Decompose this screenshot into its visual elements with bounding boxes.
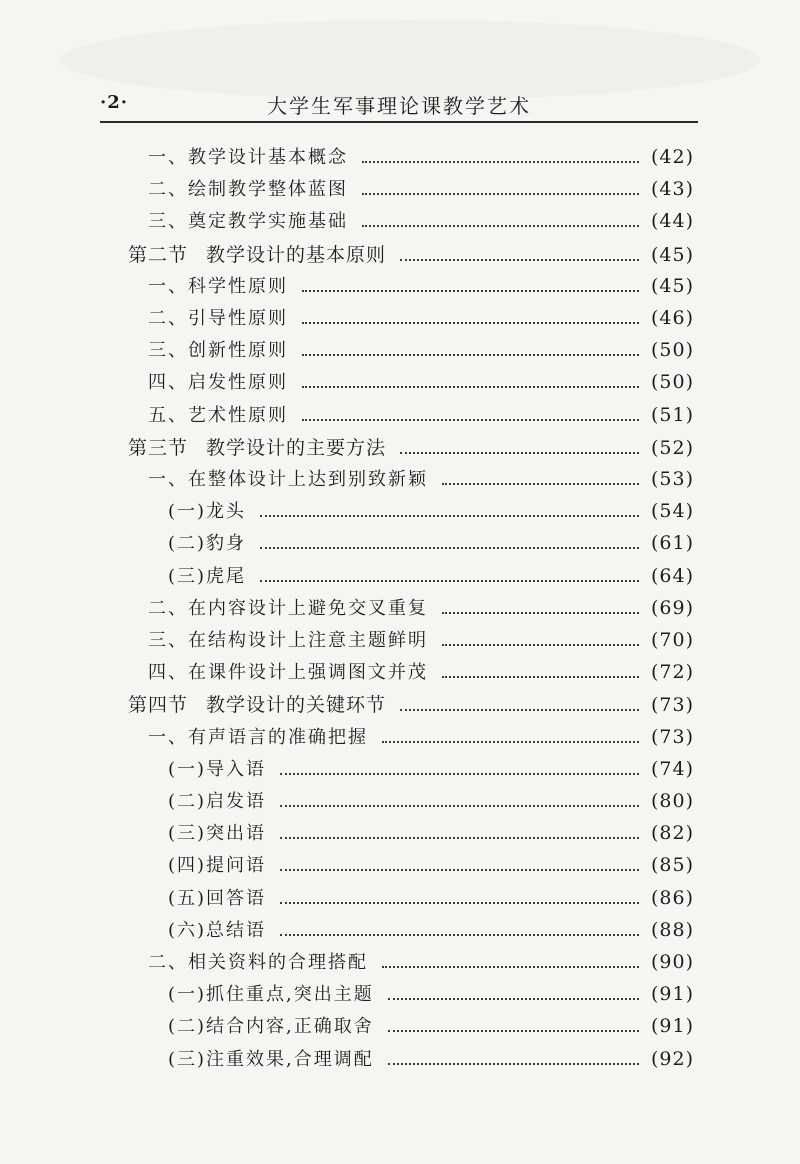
- toc-entry-title: (三)突出语: [168, 823, 267, 845]
- dot-leader: [280, 869, 639, 871]
- toc-subitem-entry: [168, 497, 694, 529]
- dot-leader: [382, 741, 639, 743]
- dot-leader: [442, 676, 639, 678]
- toc-page-number: (80): [650, 790, 694, 812]
- section-title: 教学设计的关键环节: [206, 694, 387, 717]
- toc-page-number: (73): [650, 694, 694, 717]
- section-number: 第三节: [128, 436, 189, 459]
- toc-item-entry: [148, 207, 694, 239]
- running-header: [100, 88, 698, 118]
- toc-section-entry: [128, 240, 694, 272]
- toc-entry-title: 五、艺术性原则: [148, 404, 288, 426]
- dot-leader: [400, 452, 639, 454]
- toc-section-entry: [128, 433, 694, 465]
- toc-entry-title: [128, 690, 386, 717]
- toc-entry-title: 三、创新性原则: [148, 340, 288, 362]
- toc-subitem-entry: [168, 980, 694, 1012]
- toc-entry-title: (二)结合内容,正确取舍: [168, 1016, 374, 1038]
- toc-entry-title: (五)回答语: [168, 887, 267, 909]
- dot-leader: [362, 225, 639, 227]
- toc-page-number: (69): [650, 596, 694, 619]
- toc-item-entry: [148, 336, 694, 368]
- toc-page-number: (82): [650, 822, 694, 845]
- toc-entry-title: [128, 240, 386, 267]
- toc-entry-title: 二、在内容设计上避免交叉重复: [148, 597, 428, 619]
- section-title: 教学设计的基本原则: [206, 243, 387, 266]
- toc-page-number: (45): [650, 274, 694, 297]
- toc-subitem-entry: [168, 529, 694, 561]
- toc-entry-title: 一、科学性原则: [148, 275, 288, 297]
- section-number: 第四节: [128, 694, 189, 717]
- toc-page-number: (50): [650, 339, 694, 362]
- dot-leader: [388, 1030, 639, 1032]
- toc-page-number: (50): [650, 371, 694, 394]
- toc-page-number: (43): [650, 178, 694, 201]
- toc-entry-title: 一、教学设计基本概念: [148, 147, 348, 168]
- toc-item-entry: [148, 143, 694, 175]
- toc-page-number: (85): [650, 854, 694, 877]
- book-title: 大学生军事理论课教学艺术: [267, 94, 531, 118]
- dot-leader: [302, 322, 639, 324]
- toc-page-number: (64): [650, 564, 694, 587]
- dot-leader: [400, 709, 639, 711]
- toc-page-number: (72): [650, 661, 694, 684]
- toc-page-number: (73): [650, 725, 694, 748]
- toc-subitem-entry: [168, 819, 694, 851]
- toc-page-number: (42): [650, 146, 694, 168]
- page-number: ·2·: [100, 92, 129, 113]
- dot-leader: [302, 419, 639, 421]
- dot-leader: [260, 580, 639, 582]
- section-number: 第二节: [128, 243, 189, 266]
- toc-item-entry: [148, 272, 694, 304]
- toc-item-entry: [148, 948, 694, 980]
- dot-leader: [260, 515, 639, 517]
- dot-leader: [442, 483, 639, 485]
- dot-leader: [280, 837, 639, 839]
- toc-page-number: (45): [650, 243, 694, 266]
- toc-page-number: (70): [650, 629, 694, 651]
- toc-item-entry: [148, 401, 694, 433]
- toc-page-number: (46): [650, 307, 694, 329]
- toc-entry-title: (一)导入语: [168, 758, 267, 780]
- toc-section-entry: [128, 690, 694, 722]
- toc-page-number: (90): [650, 951, 694, 973]
- toc-page-number: (91): [650, 983, 694, 1006]
- toc-subitem-entry: [168, 787, 694, 819]
- toc-entry-title: 二、引导性原则: [148, 308, 288, 329]
- toc-entry-title: (三)虎尾: [168, 565, 247, 587]
- toc-page-number: (52): [650, 436, 694, 459]
- dot-leader: [280, 805, 639, 807]
- dot-leader: [302, 354, 639, 356]
- toc-subitem-entry: [168, 1012, 694, 1044]
- dot-leader: [442, 644, 639, 646]
- toc-entry-title: (六)总结语: [168, 919, 267, 941]
- toc-page-number: (44): [650, 210, 694, 233]
- dot-leader: [382, 966, 639, 968]
- toc-page-number: (54): [650, 500, 694, 523]
- toc-subitem-entry: [168, 1045, 694, 1077]
- toc-entry-title: 四、在课件设计上强调图文并茂: [148, 662, 428, 684]
- toc-subitem-entry: [168, 562, 694, 594]
- dot-leader: [388, 1063, 639, 1065]
- toc-entry-title: (一)龙头: [168, 501, 247, 523]
- toc-subitem-entry: [168, 755, 694, 787]
- dot-leader: [260, 547, 639, 549]
- header-rule: [100, 121, 698, 123]
- toc-item-entry: [148, 723, 694, 755]
- toc-entry-title: 三、奠定教学实施基础: [148, 211, 348, 233]
- dot-leader: [280, 902, 639, 904]
- toc-entry-title: (二)启发语: [168, 791, 267, 812]
- toc-subitem-entry: [168, 851, 694, 883]
- toc-page-number: (91): [650, 1015, 694, 1038]
- dot-leader: [302, 386, 639, 388]
- toc-entry-title: 二、相关资料的合理搭配: [148, 952, 368, 973]
- toc-entry-title: 三、在结构设计上注意主题鲜明: [148, 630, 428, 651]
- toc-page-number: (88): [650, 918, 694, 941]
- dot-leader: [302, 290, 639, 292]
- toc-item-entry: [148, 368, 694, 400]
- toc-page-number: (51): [650, 403, 694, 426]
- dot-leader: [362, 193, 639, 195]
- toc-entry-title: (四)提问语: [168, 855, 267, 877]
- toc-item-entry: [148, 304, 694, 336]
- toc-entry-title: [128, 433, 386, 460]
- toc-page-number: (92): [650, 1047, 694, 1070]
- toc-subitem-entry: [168, 884, 694, 916]
- toc-entry-title: (一)抓住重点,突出主题: [168, 984, 374, 1006]
- toc-page-number: (61): [650, 532, 694, 555]
- toc-entry-title: 四、启发性原则: [148, 372, 288, 394]
- section-title: 教学设计的主要方法: [206, 436, 387, 459]
- dot-leader: [442, 612, 639, 614]
- toc-item-entry: [148, 594, 694, 626]
- dot-leader: [400, 259, 639, 261]
- toc-entry-title: 一、在整体设计上达到别致新颖: [148, 469, 428, 490]
- dot-leader: [280, 934, 639, 936]
- dot-leader: [388, 998, 639, 1000]
- toc-item-entry: [148, 465, 694, 497]
- dot-leader: [362, 161, 639, 163]
- toc-item-entry: [148, 658, 694, 690]
- toc-entry-title: (二)豹身: [168, 533, 247, 555]
- toc-item-entry: [148, 626, 694, 658]
- toc-subitem-entry: [168, 916, 694, 948]
- toc-entry-title: (三)注重效果,合理调配: [168, 1048, 374, 1070]
- toc-entry-title: 一、有声语言的准确把握: [148, 726, 368, 748]
- toc-page-number: (53): [650, 468, 694, 490]
- toc-page-number: (74): [650, 757, 694, 780]
- dot-leader: [280, 773, 639, 775]
- toc-entry-title: 二、绘制教学整体蓝图: [148, 179, 348, 201]
- toc-item-entry: [148, 175, 694, 207]
- toc-page-number: (86): [650, 886, 694, 909]
